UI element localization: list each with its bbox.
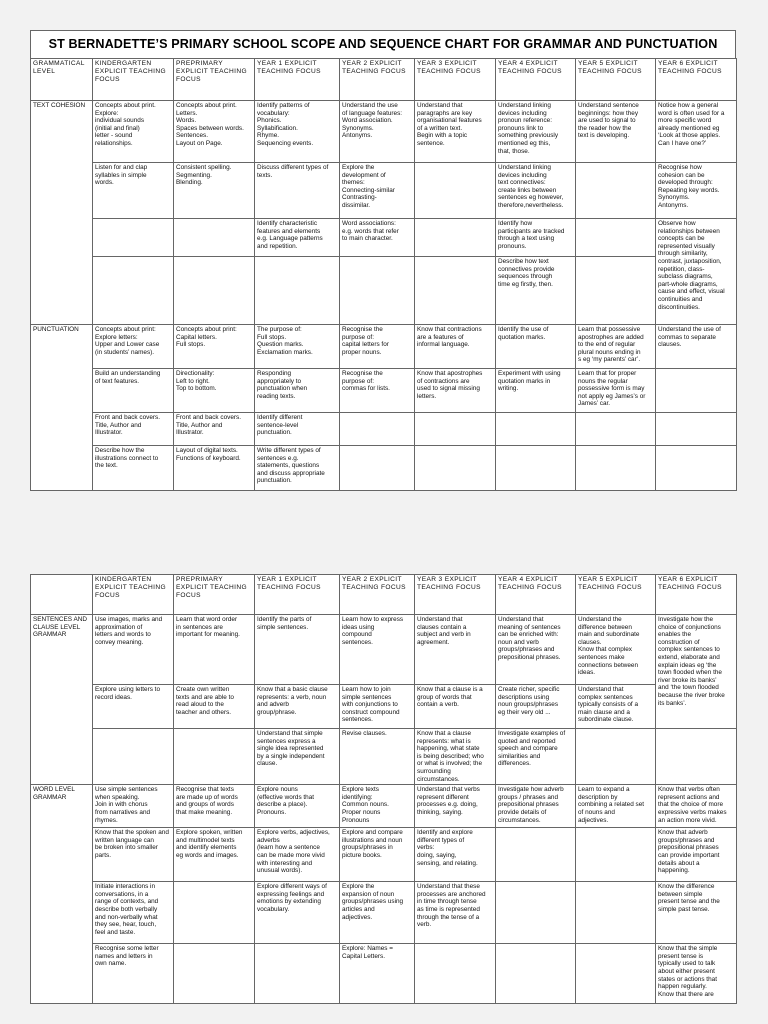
table-cell <box>340 257 415 325</box>
table-row <box>31 685 737 729</box>
table-cell <box>93 729 174 785</box>
table-cell: Understand that paragraphs are key organisational features of a written text. Begin with a topic sentence. <box>415 101 496 163</box>
table-cell: Discuss different types of texts. <box>255 163 340 219</box>
table-cell: Use images, marks and approximation of letters and words to convey meaning. <box>93 615 174 685</box>
table-cell <box>415 446 496 491</box>
table-cell: Concepts about print: Capital letters. Full stops. <box>174 325 255 369</box>
table-cell <box>93 219 174 257</box>
table-cell: Recognise some letter names and letters in own name. <box>93 944 174 1004</box>
chart-page-2 <box>30 574 736 1004</box>
table-cell <box>415 413 496 446</box>
table-row <box>31 219 737 257</box>
header-row <box>31 59 737 101</box>
table-cell: Investigate how the choice of conjunctions enables the construction of complex sentences to extend, elaborate and explain ideas eg ‘the town flooded when the river broke its banks’ and ‘the town flooded because the river broke its banks’. <box>656 615 737 729</box>
table-cell: Understand that meaning of sentences can be enriched with: noun and verb groups/phrases and prepositional phrases. <box>496 615 576 685</box>
table-cell: Learn that word order in sentences are important for meaning. <box>174 615 255 685</box>
table-cell <box>496 882 576 944</box>
table-cell: Recognise the purpose of: capital letters for proper nouns. <box>340 325 415 369</box>
table-cell: Initiate interactions in conversations, in a range of contexts, and describe both verbally and non-verbally what they see, hear, touch, feel and taste. <box>93 882 174 944</box>
table-cell: Understand linking devices including pronoun reference: pronouns link to something previously mentioned eg this, that, those. <box>496 101 576 163</box>
table-cell: Recognise that texts are made up of words and groups of words that make meaning. <box>174 785 255 828</box>
table-cell <box>174 219 255 257</box>
table-cell: Explore the development of themes: Connecting-similar Contrasting- dissimilar. <box>340 163 415 219</box>
table-row <box>31 785 737 828</box>
table-cell <box>496 413 576 446</box>
header-cell: KINDERGARTEN EXPLICIT TEACHING FOCUS <box>93 575 174 615</box>
header-cell: YEAR 5 EXPLICIT TEACHING FOCUS <box>576 575 656 615</box>
table-cell: Responding appropriately to punctuation when reading texts. <box>255 369 340 413</box>
table-cell: Identify patterns of vocabulary: Phonics. Syllabification. Rhyme. Sequencing events. <box>255 101 340 163</box>
table-cell: Experiment with using quotation marks in writing. <box>496 369 576 413</box>
table-cell <box>576 944 656 1004</box>
table-cell: Notice how a general word is often used for a more specific word already mentioned eg ‘Look at those apples. Can I have one?’ <box>656 101 737 163</box>
table-cell: Understand sentence beginnings: how they are used to signal to the reader how the text is developing. <box>576 101 656 163</box>
table-cell: Explore different ways of expressing feelings and emotions by extending vocabulary. <box>255 882 340 944</box>
table-cell <box>255 944 340 1004</box>
header-cell: YEAR 5 EXPLICIT TEACHING FOCUS <box>576 59 656 101</box>
level-label-text-cohesion: TEXT COHESION <box>31 101 93 325</box>
table-cell: Know the difference between simple present tense and the simple past tense. <box>656 882 737 944</box>
table-cell: Understand the use of commas to separate clauses. <box>656 325 737 369</box>
table-cell: Understand the difference between main and subordinate clauses. Know that complex sentences make connections between ideas. <box>576 615 656 685</box>
table-cell <box>656 369 737 413</box>
table-row <box>31 163 737 219</box>
table-cell: Learn how to join simple sentences with conjunctions to construct compound sentences. <box>340 685 415 729</box>
table-cell: Investigate how adverb groups / phrases and prepositional phrases provide details of circumstances. <box>496 785 576 828</box>
header-cell: YEAR 4 EXPLICIT TEACHING FOCUS <box>496 575 576 615</box>
header-cell: YEAR 3 EXPLICIT TEACHING FOCUS <box>415 59 496 101</box>
scope-sequence-table-1 <box>30 58 737 491</box>
level-label-sentences: SENTENCES AND CLAUSE LEVEL GRAMMAR <box>31 615 93 785</box>
table-cell <box>496 446 576 491</box>
table-cell: Understand the use of language features: Word association. Synonyms. Antonyms. <box>340 101 415 163</box>
table-cell <box>93 257 174 325</box>
header-cell: PREPRIMARY EXPLICIT TEACHING FOCUS <box>174 575 255 615</box>
table-cell <box>496 828 576 882</box>
table-cell: Learn how to express ideas using compound sentences. <box>340 615 415 685</box>
table-cell: Directionality: Left to right. Top to bottom. <box>174 369 255 413</box>
table-cell: The purpose of: Full stops. Question marks. Exclamation marks. <box>255 325 340 369</box>
table-cell: Explore spoken, written and multimodel texts and identify elements eg words and images. <box>174 828 255 882</box>
table-cell: Learn that for proper nouns the regular possessive form is may not apply eg James’s or James’ car. <box>576 369 656 413</box>
table-cell: Write different types of sentences e.g. statements, questions and discuss appropriate punctuation. <box>255 446 340 491</box>
table-cell <box>174 944 255 1004</box>
table-cell <box>415 219 496 257</box>
table-cell: Recognise how cohesion can be developed through: Repeating key words. Synonyms. Antonyms. <box>656 163 737 219</box>
table-cell: Explore the expansion of noun groups/phrases using articles and adjectives. <box>340 882 415 944</box>
table-cell: Know that the simple present tense is typically used to talk about either present states or actions that happen regularly. Know that there are <box>656 944 737 1004</box>
table-cell: Identify the use of quotation marks. <box>496 325 576 369</box>
table-cell: Know that a clause represents: what is happening, what state is being described; who or what is involved; the surrounding circumstances. <box>415 729 496 785</box>
table-cell: Describe how the illustrations connect to the text. <box>93 446 174 491</box>
table-cell <box>576 219 656 257</box>
header-cell: KINDERGARTEN EXPLICIT TEACHING FOCUS <box>93 59 174 101</box>
table-cell: Concepts about print. Explore: individual sounds (initial and final) letter - sound relationships. <box>93 101 174 163</box>
table-cell: Layout of digital texts. Functions of keyboard. <box>174 446 255 491</box>
table-cell: Identify how participants are tracked through a text using pronouns. <box>496 219 576 257</box>
table-row <box>31 325 737 369</box>
table-cell <box>174 882 255 944</box>
table-cell: Understand that these processes are anchored in time through tense as time is represented through the tense of a verb. <box>415 882 496 944</box>
table-cell <box>174 729 255 785</box>
table-cell <box>415 257 496 325</box>
table-cell: Concepts about print: Explore letters: Upper and Lower case (in students’ names). <box>93 325 174 369</box>
header-cell <box>31 575 93 615</box>
table-cell <box>576 882 656 944</box>
table-cell: Learn to expand a description by combining a related set of nouns and adjectives. <box>576 785 656 828</box>
table-cell <box>656 413 737 446</box>
table-cell: Understand linking devices including text connectives: create links between sentences eg however, therefore,nevertheless. <box>496 163 576 219</box>
table-cell <box>415 944 496 1004</box>
table-cell: Build an understanding of text features. <box>93 369 174 413</box>
table-cell: Explore and compare illustrations and noun groups/phrases in picture books. <box>340 828 415 882</box>
header-cell: YEAR 1 EXPLICIT TEACHING FOCUS <box>255 59 340 101</box>
table-cell: Use simple sentences when speaking. Join in with chorus from narratives and rhymes. <box>93 785 174 828</box>
table-cell: Word associations: e.g. words that refer to main character. <box>340 219 415 257</box>
header-cell: YEAR 6 EXPLICIT TEACHING FOCUS <box>656 575 737 615</box>
table-cell: Identify the parts of simple sentences. <box>255 615 340 685</box>
header-row <box>31 575 737 615</box>
table-cell: Know that apostrophes of contractions are used to signal missing letters. <box>415 369 496 413</box>
table-cell: Concepts about print. Letters. Words. Spaces between words. Sentences. Layout on Page. <box>174 101 255 163</box>
table-cell <box>576 163 656 219</box>
table-row <box>31 413 737 446</box>
level-label-punctuation: PUNCTUATION <box>31 325 93 491</box>
table-cell: Observe how relationships between concepts can be represented visually through similarity, contrast, juxtaposition, repetition, class- subclass diagrams, part-whole diagrams, cause and effect, visual continuities and discontinuities. <box>656 219 737 325</box>
table-cell: Investigate examples of quoted and reported speech and compare similarities and differences. <box>496 729 576 785</box>
table-cell: Know that adverb groups/phrases and prepositional phrases can provide important details about a happening. <box>656 828 737 882</box>
table-cell: Know that the spoken and written language can be broken into smaller parts. <box>93 828 174 882</box>
table-row <box>31 101 737 163</box>
table-cell <box>576 257 656 325</box>
table-cell: Revise clauses. <box>340 729 415 785</box>
table-cell: Explore texts identifying: Common nouns. Proper nouns Pronouns <box>340 785 415 828</box>
header-cell: YEAR 3 EXPLICIT TEACHING FOCUS <box>415 575 496 615</box>
table-cell: Create richer, specific descriptions using noun groups/phrases eg their very old ... <box>496 685 576 729</box>
table-cell <box>576 828 656 882</box>
scope-sequence-table-2 <box>30 574 737 1004</box>
table-cell: Learn that possessive apostrophes are added to the end of regular plural nouns ending in s eg ‘my parents’ car’. <box>576 325 656 369</box>
table-cell: Front and back covers. Title, Author and Illustrator. <box>93 413 174 446</box>
table-cell: Understand that verbs represent different processes e.g. doing, thinking, saying. <box>415 785 496 828</box>
table-cell <box>656 446 737 491</box>
table-cell: Identify characteristic features and elements e.g. Language patterns and repetition. <box>255 219 340 257</box>
table-cell: Explore: Names = Capital Letters. <box>340 944 415 1004</box>
table-row <box>31 729 737 785</box>
level-label-word-level: WORD LEVEL GRAMMAR <box>31 785 93 1004</box>
table-cell: Create own written texts and are able to read aloud to the teacher and others. <box>174 685 255 729</box>
table-cell: Understand that complex sentences typically consists of a main clause and a subordinate clause. <box>576 685 656 729</box>
table-cell: Explore nouns (effective words that describe a place). Pronouns. <box>255 785 340 828</box>
table-cell: Explore using letters to record ideas. <box>93 685 174 729</box>
table-cell: Know that contractions are a features of informal language. <box>415 325 496 369</box>
header-cell: YEAR 2 EXPLICIT TEACHING FOCUS <box>340 575 415 615</box>
header-cell: PREPRIMARY EXPLICIT TEACHING FOCUS <box>174 59 255 101</box>
table-cell: Know that a clause is a group of words that contain a verb. <box>415 685 496 729</box>
table-row <box>31 446 737 491</box>
table-cell <box>174 257 255 325</box>
table-cell: Describe how text connectives provide sequences through time eg firstly, then. <box>496 257 576 325</box>
table-cell: Listen for and clap syllables in simple words. <box>93 163 174 219</box>
table-cell: Front and back covers. Title, Author and Illustrator. <box>174 413 255 446</box>
table-cell <box>415 163 496 219</box>
table-cell: Understand that clauses contain a subject and verb in agreement. <box>415 615 496 685</box>
table-cell: Know that a basic clause represents: a verb, noun and adverb group/phrase. <box>255 685 340 729</box>
table-row <box>31 828 737 882</box>
header-cell: YEAR 6 EXPLICIT TEACHING FOCUS <box>656 59 737 101</box>
table-cell: Recognise the purpose of: commas for lists. <box>340 369 415 413</box>
table-row <box>31 369 737 413</box>
table-cell <box>656 729 737 785</box>
header-cell: YEAR 2 EXPLICIT TEACHING FOCUS <box>340 59 415 101</box>
header-cell: GRAMMATICAL LEVEL <box>31 59 93 101</box>
table-cell <box>576 729 656 785</box>
table-row <box>31 882 737 944</box>
table-cell: Identify and explore different types of verbs: doing, saying, sensing, and relating. <box>415 828 496 882</box>
table-cell: Consistent spelling. Segmenting. Blending. <box>174 163 255 219</box>
header-cell: YEAR 4 EXPLICIT TEACHING FOCUS <box>496 59 576 101</box>
header-cell: YEAR 1 EXPLICIT TEACHING FOCUS <box>255 575 340 615</box>
table-cell: Identify different sentence-level punctuation. <box>255 413 340 446</box>
chart-page-1 <box>30 30 736 491</box>
table-cell: Understand that simple sentences express a single idea represented by a single independent clause. <box>255 729 340 785</box>
table-cell <box>255 257 340 325</box>
document-title: ST BERNADETTE’S PRIMARY SCHOOL SCOPE AND SEQUENCE CHART FOR GRAMMAR AND PUNCTUATION <box>30 30 736 58</box>
table-row <box>31 257 737 325</box>
table-cell <box>576 446 656 491</box>
table-cell <box>496 944 576 1004</box>
table-cell: Know that verbs often represent actions and that the choice of more expressive verbs makes an action more vivid. <box>656 785 737 828</box>
table-cell <box>340 413 415 446</box>
table-row <box>31 944 737 1004</box>
table-cell <box>340 446 415 491</box>
table-row <box>31 615 737 685</box>
table-cell <box>576 413 656 446</box>
table-cell: Explore verbs, adjectives, adverbs (learn how a sentence can be made more vivid with interesting and unusual words). <box>255 828 340 882</box>
